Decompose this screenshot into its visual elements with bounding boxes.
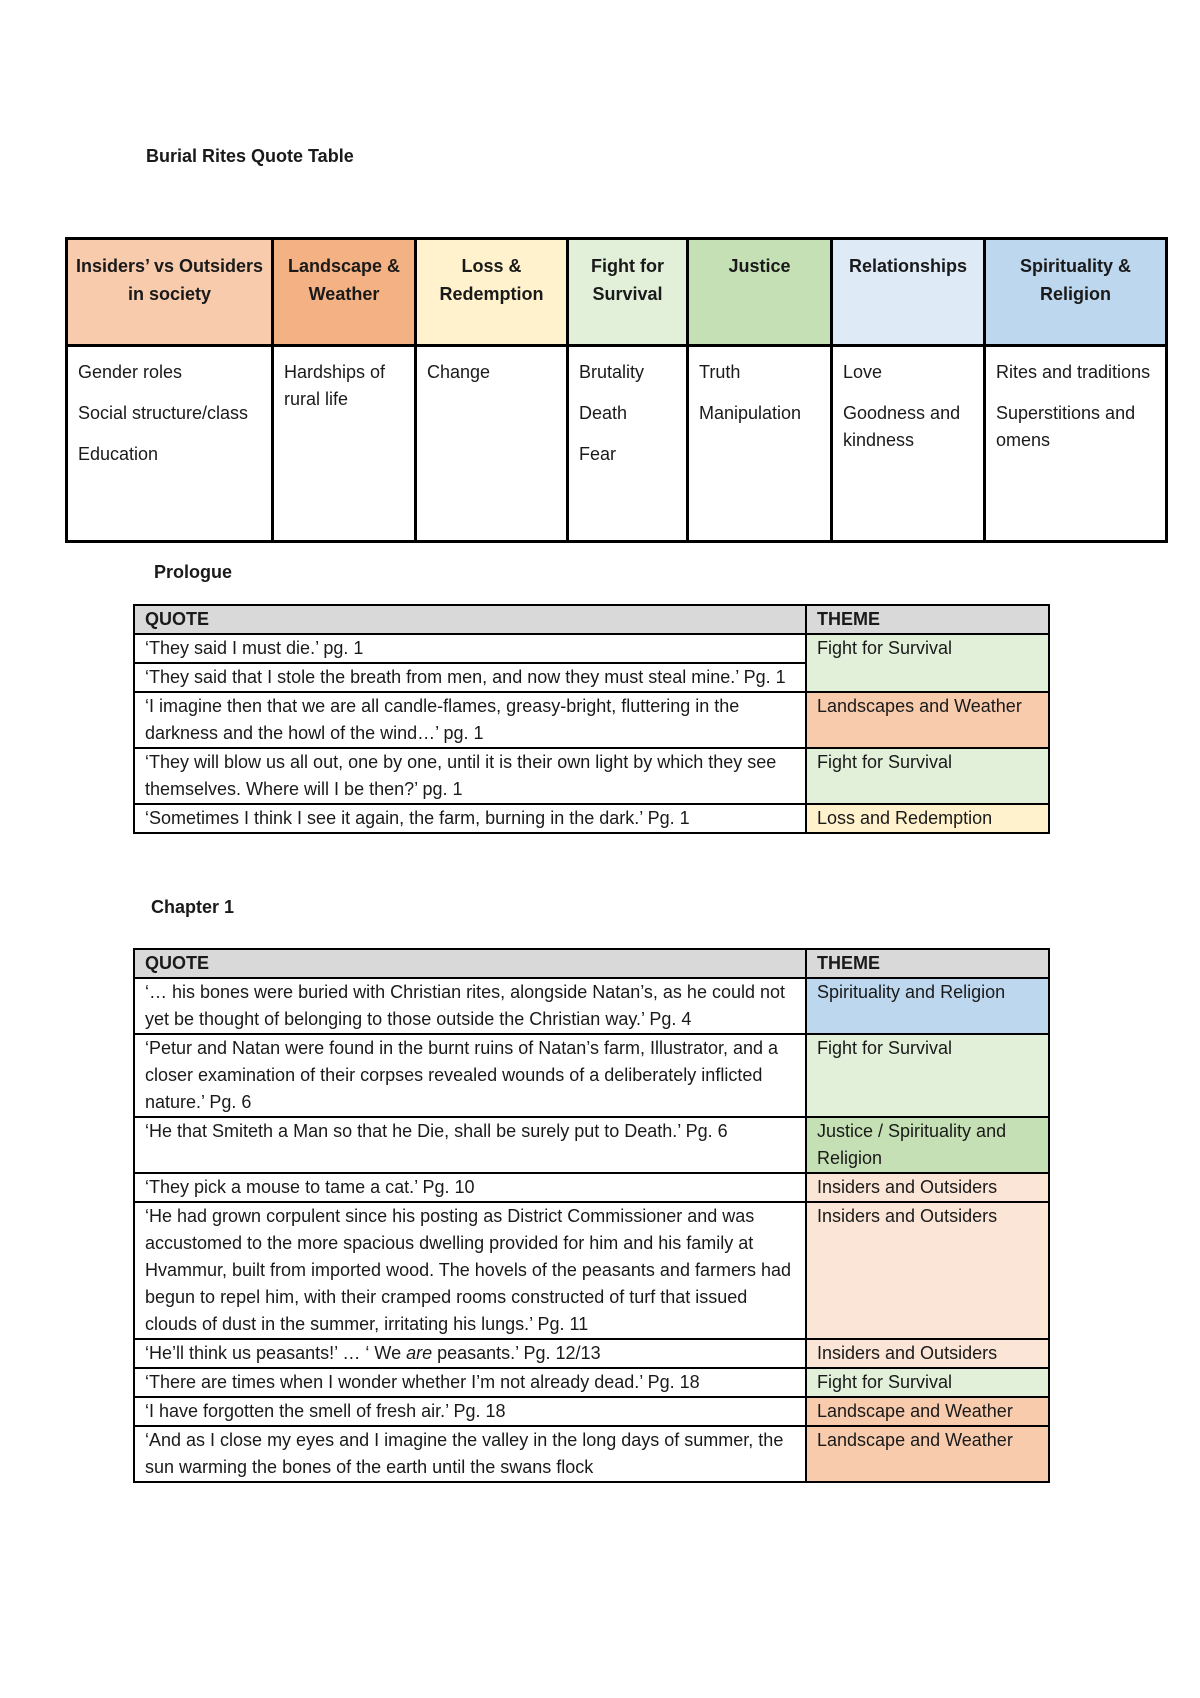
- theme-cell: Fight for Survival: [806, 634, 1049, 692]
- table-row: [134, 1339, 1049, 1368]
- subtopic: Brutality: [579, 362, 645, 382]
- quote-cell: ‘And as I close my eyes and I imagine the valley in the long days of summer, the sun warming the bones of the earth until the swans flock: [134, 1426, 806, 1482]
- quote-cell: ‘He had grown corpulent since his posting as District Commissioner and was accustomed to the more spacious dwelling provided for him and his family at Hvammur, built from imported wood. The hovels of the peasants and farmers had begun to repel him, with their cramped rooms constructed of turf that issued clouds of dust in the summer, irritating his lungs.’ Pg. 11: [134, 1202, 806, 1339]
- subtopic: Change: [427, 362, 491, 382]
- theme-cell: Insiders and Outsiders: [806, 1339, 1049, 1368]
- subtopic: Superstitions and omens: [996, 403, 1136, 450]
- theme-header-insiders: Insiders’ vs Outsiders in society: [67, 239, 273, 346]
- table-row: [134, 1426, 1049, 1482]
- chapter-1-quote-table: [133, 948, 1050, 1483]
- prologue-quote-table: [133, 604, 1050, 834]
- theme-subtopics-fight: [568, 346, 688, 542]
- table-row: [134, 1397, 1049, 1426]
- table-row: [134, 692, 1049, 748]
- quote-cell: ‘Petur and Natan were found in the burnt ruins of Natan’s farm, Illustrator, and a closer examination of their corpses revealed wounds of a deliberately inflicted nature.’ Pg. 6: [134, 1034, 806, 1117]
- subtopic: Manipulation: [699, 403, 802, 423]
- theme-header-relationships: Relationships: [832, 239, 985, 346]
- subtopic: Education: [78, 444, 159, 464]
- table-header-row: [134, 605, 1049, 634]
- quote-cell: ‘They said that I stole the breath from men, and now they must steal mine.’ Pg. 1: [134, 663, 806, 692]
- theme-cell: Spirituality and Religion: [806, 978, 1049, 1034]
- table-row: [134, 748, 1049, 804]
- table-row: [134, 1173, 1049, 1202]
- quote-cell: [134, 1339, 806, 1368]
- quote-cell: ‘I have forgotten the smell of fresh air.’ Pg. 18: [134, 1397, 806, 1426]
- quote-cell: ‘Sometimes I think I see it again, the farm, burning in the dark.’ Pg. 1: [134, 804, 806, 833]
- theme-header-loss: Loss & Redemption: [416, 239, 568, 346]
- theme-column-header: THEME: [806, 949, 1049, 978]
- quote-cell: ‘He that Smiteth a Man so that he Die, shall be surely put to Death.’ Pg. 6: [134, 1117, 806, 1173]
- theme-header-justice: Justice: [688, 239, 832, 346]
- themes-table: [65, 237, 1168, 543]
- theme-cell: Fight for Survival: [806, 748, 1049, 804]
- themes-header-row: [67, 239, 1167, 346]
- theme-subtopics-loss: [416, 346, 568, 542]
- theme-subtopics-relationships: [832, 346, 985, 542]
- table-row: [134, 1034, 1049, 1117]
- quote-cell: ‘They pick a mouse to tame a cat.’ Pg. 10: [134, 1173, 806, 1202]
- theme-cell: Fight for Survival: [806, 1368, 1049, 1397]
- subtopic: Fear: [579, 444, 617, 464]
- quote-cell: ‘… his bones were buried with Christian rites, alongside Natan’s, as he could not yet be thought of belonging to those outside the Christian way.’ Pg. 4: [134, 978, 806, 1034]
- table-row: [134, 1202, 1049, 1339]
- theme-header-spirituality: Spirituality & Religion: [985, 239, 1167, 346]
- quote-cell: ‘There are times when I wonder whether I’m not already dead.’ Pg. 18: [134, 1368, 806, 1397]
- theme-cell: Landscapes and Weather: [806, 692, 1049, 748]
- subtopic: Goodness and kindness: [843, 403, 961, 450]
- quote-cell: ‘They said I must die.’ pg. 1: [134, 634, 806, 663]
- table-row: [134, 804, 1049, 833]
- subtopic: Truth: [699, 362, 741, 382]
- theme-cell: Loss and Redemption: [806, 804, 1049, 833]
- theme-cell: Insiders and Outsiders: [806, 1173, 1049, 1202]
- theme-cell: Fight for Survival: [806, 1034, 1049, 1117]
- subtopic: Death: [579, 403, 628, 423]
- quote-cell: ‘I imagine then that we are all candle-flames, greasy-bright, fluttering in the darkness and the howl of the wind…’ pg. 1: [134, 692, 806, 748]
- quote-part: ‘He’ll think us peasants!’ … ‘ We: [145, 1343, 407, 1363]
- table-row: [134, 978, 1049, 1034]
- quote-column-header: QUOTE: [134, 949, 806, 978]
- theme-column-header: THEME: [806, 605, 1049, 634]
- theme-subtopics-insiders: [67, 346, 273, 542]
- theme-cell: Justice / Spirituality and Religion: [806, 1117, 1049, 1173]
- table-row: [134, 1368, 1049, 1397]
- section-heading-chapter-1: Chapter 1: [151, 897, 235, 917]
- quote-cell: ‘They will blow us all out, one by one, until it is their own light by which they see themselves. Where will I be then?’ pg. 1: [134, 748, 806, 804]
- table-row: [134, 634, 1049, 663]
- quote-column-header: QUOTE: [134, 605, 806, 634]
- subtopic: Hardships of rural life: [284, 362, 386, 409]
- quote-emphasis: are: [406, 1343, 433, 1363]
- theme-cell: Landscape and Weather: [806, 1397, 1049, 1426]
- subtopic: Rites and traditions: [996, 362, 1151, 382]
- subtopic: Love: [843, 362, 883, 382]
- theme-cell: Insiders and Outsiders: [806, 1202, 1049, 1339]
- theme-subtopics-justice: [688, 346, 832, 542]
- theme-header-landscape: Landscape & Weather: [273, 239, 416, 346]
- subtopic: Gender roles: [78, 362, 183, 382]
- table-row: [134, 1117, 1049, 1173]
- theme-subtopics-landscape: [273, 346, 416, 542]
- themes-subtopics-row: [67, 346, 1167, 542]
- page-title: Burial Rites Quote Table: [146, 146, 354, 166]
- quote-part: peasants.’ Pg. 12/13: [432, 1343, 601, 1363]
- section-heading-prologue: Prologue: [154, 562, 233, 582]
- table-header-row: [134, 949, 1049, 978]
- theme-cell: Landscape and Weather: [806, 1426, 1049, 1482]
- subtopic: Social structure/class: [78, 403, 249, 423]
- theme-subtopics-spirituality: [985, 346, 1167, 542]
- theme-header-fight: Fight for Survival: [568, 239, 688, 346]
